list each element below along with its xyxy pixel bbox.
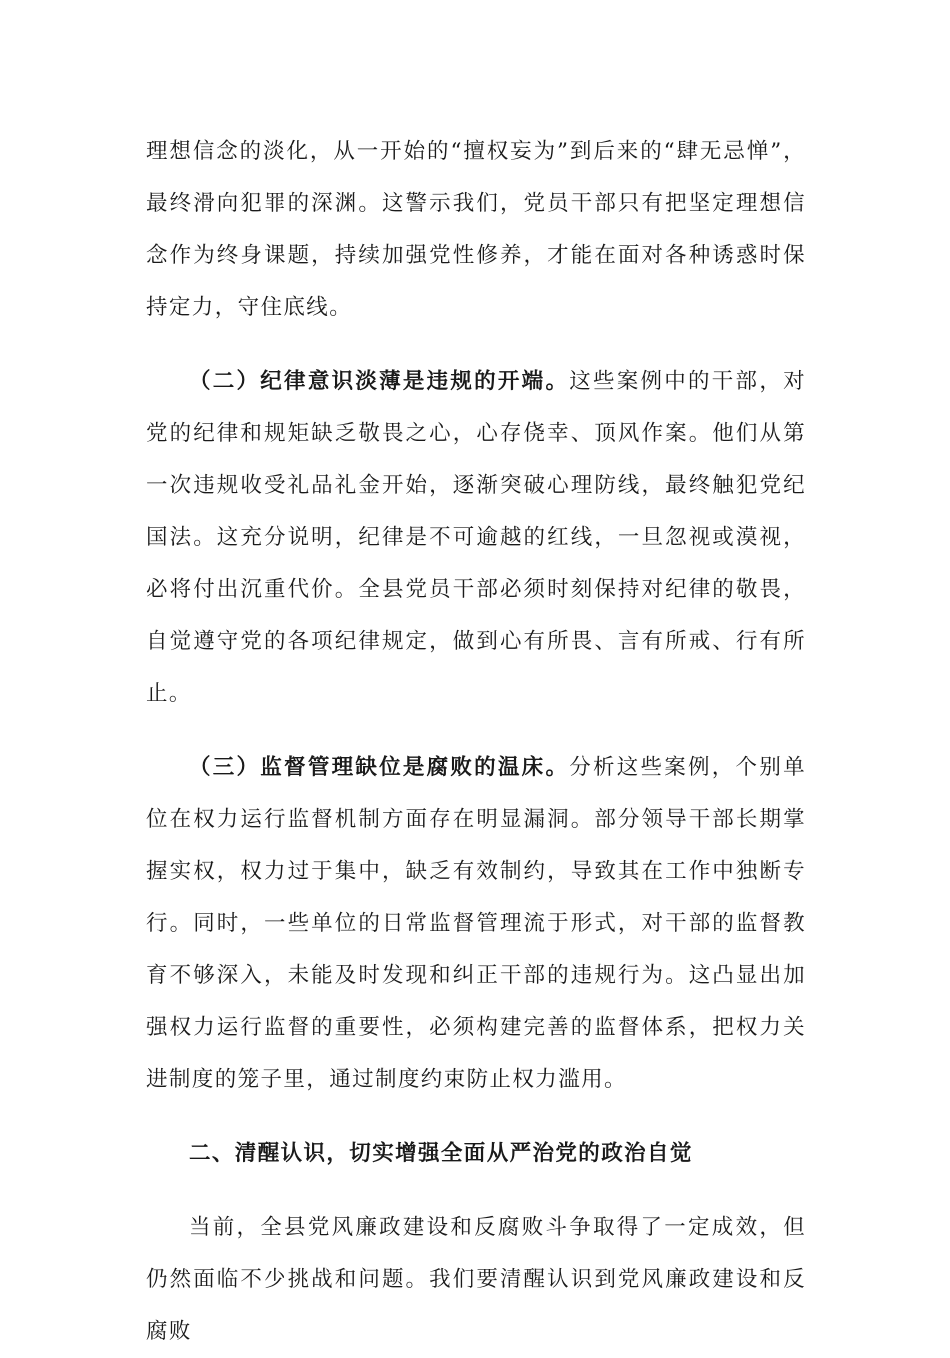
paragraph-current-situation: 当前，全县党风廉政建设和反腐败斗争取得了一定成效，但仍然面临不少挑战和问题。我们要清醒认识到党风廉政建设和反腐败 — [146, 1215, 806, 1344]
section-heading-two: 二、清醒认识，切实增强全面从严治党的政治自觉 — [189, 1141, 693, 1166]
paragraph-gap — [146, 334, 806, 356]
section-discipline-title: （二）纪律意识淡薄是违规的开端。 — [189, 369, 570, 394]
paragraph-ideals: 理想信念的淡化，从一开始的“擅权妄为”到后来的“肆无忌惮”，最终滑向犯罪的深渊。这警示我们，党员干部只有把坚定理想信念作为终身课题，持续加强党性修养，才能在面对各种诱惑时保持定力，守住底线。 — [146, 139, 806, 320]
paragraph-gap — [146, 1180, 806, 1202]
section-supervision — [146, 742, 806, 1106]
paragraph-gap — [146, 1106, 806, 1128]
paragraph-gap — [146, 720, 806, 742]
document-body — [146, 126, 806, 1358]
section-discipline — [146, 356, 806, 720]
section-discipline-body: 这些案例中的干部，对党的纪律和规矩缺乏敬畏之心，心存侥幸、顶风作案。他们从第一次违规收受礼品礼金开始，逐渐突破心理防线，最终触犯党纪国法。这充分说明，纪律是不可逾越的红线，一旦忽视或漠视，必将付出沉重代价。全县党员干部必须时刻保持对纪律的敬畏，自觉遵守党的各项纪律规定，做到心有所畏、言有所戒、行有所止。 — [146, 369, 806, 706]
section-supervision-title: （三）监督管理缺位是腐败的温床。 — [189, 755, 570, 780]
section-supervision-body: 分析这些案例，个别单位在权力运行监督机制方面存在明显漏洞。部分领导干部长期掌握实权，权力过于集中，缺乏有效制约，导致其在工作中独断专行。同时，一些单位的日常监督管理流于形式，对干部的监督教育不够深入，未能及时发现和纠正干部的违规行为。这凸显出加强权力运行监督的重要性，必须构建完善的监督体系，把权力关进制度的笼子里，通过制度约束防止权力滥用。 — [146, 755, 806, 1092]
